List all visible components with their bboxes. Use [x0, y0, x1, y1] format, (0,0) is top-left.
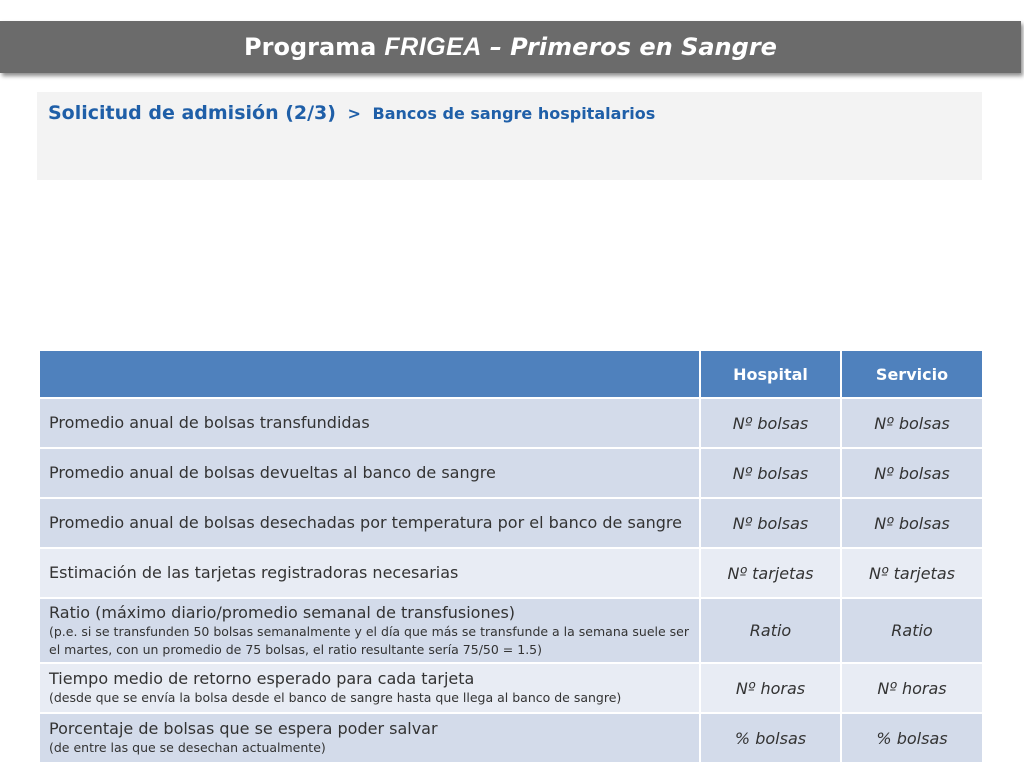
breadcrumb-main: Solicitud de admisión (2/3) [48, 102, 336, 124]
table-row [39, 398, 983, 448]
hospital-input-cell[interactable]: Nº tarjetas [700, 548, 841, 598]
hospital-input-cell[interactable]: Nº horas [700, 663, 841, 713]
row-label: Promedio anual de bolsas transfundidas [49, 413, 370, 432]
row-description [39, 548, 700, 598]
row-note: (p.e. si se transfunden 50 bolsas semanalmente y el día que más se transfunde a la semana suele ser el martes, con un promedio de 75 bolsas, el ratio resultante sería 75/50 = 1.5) [49, 623, 689, 657]
hospital-input-cell[interactable]: Ratio [700, 598, 841, 663]
row-label: Promedio anual de bolsas devueltas al banco de sangre [49, 463, 496, 482]
row-label: Promedio anual de bolsas desechadas por temperatura por el banco de sangre [49, 513, 682, 532]
title-prefix: Programa [244, 33, 377, 61]
table-row [39, 498, 983, 548]
servicio-input-cell[interactable]: Ratio [841, 598, 983, 663]
title-suffix: – Primeros en Sangre [489, 33, 777, 61]
breadcrumb [48, 102, 655, 124]
title-brand: FRIGEA [384, 32, 482, 61]
row-label: Tiempo medio de retorno esperado para cada tarjeta [49, 669, 475, 688]
column-header-description [39, 350, 700, 398]
row-description [39, 448, 700, 498]
column-header-hospital: Hospital [700, 350, 841, 398]
table-row [39, 598, 983, 663]
servicio-input-cell[interactable]: Nº bolsas [841, 498, 983, 548]
servicio-input-cell[interactable]: % bolsas [841, 713, 983, 763]
hospital-input-cell[interactable]: Nº bolsas [700, 398, 841, 448]
servicio-input-cell[interactable]: Nº horas [841, 663, 983, 713]
table-row [39, 448, 983, 498]
table-row [39, 663, 983, 713]
table-row [39, 548, 983, 598]
page-title-bar [0, 21, 1021, 73]
admission-table [38, 349, 984, 764]
row-note: (desde que se envía la bolsa desde el banco de sangre hasta que llega al banco de sangre) [49, 690, 622, 705]
table-row [39, 713, 983, 763]
hospital-input-cell[interactable]: Nº bolsas [700, 498, 841, 548]
breadcrumb-separator: > [347, 104, 361, 123]
table-header-row [39, 350, 983, 398]
row-description [39, 713, 700, 763]
column-header-servicio: Servicio [841, 350, 983, 398]
row-label: Ratio (máximo diario/promedio semanal de transfusiones) [49, 602, 516, 622]
row-label: Porcentaje de bolsas que se espera poder salvar [49, 719, 438, 738]
servicio-input-cell[interactable]: Nº bolsas [841, 398, 983, 448]
breadcrumb-sub: Bancos de sangre hospitalarios [372, 104, 656, 123]
row-description [39, 398, 700, 448]
subtitle-box [37, 92, 982, 180]
servicio-input-cell[interactable]: Nº bolsas [841, 448, 983, 498]
hospital-input-cell[interactable]: Nº bolsas [700, 448, 841, 498]
row-label: Estimación de las tarjetas registradoras necesarias [49, 563, 459, 582]
row-description [39, 498, 700, 548]
servicio-input-cell[interactable]: Nº tarjetas [841, 548, 983, 598]
row-description [39, 598, 700, 663]
hospital-input-cell[interactable]: % bolsas [700, 713, 841, 763]
row-description [39, 663, 700, 713]
row-note: (de entre las que se desechan actualmente) [49, 740, 326, 755]
